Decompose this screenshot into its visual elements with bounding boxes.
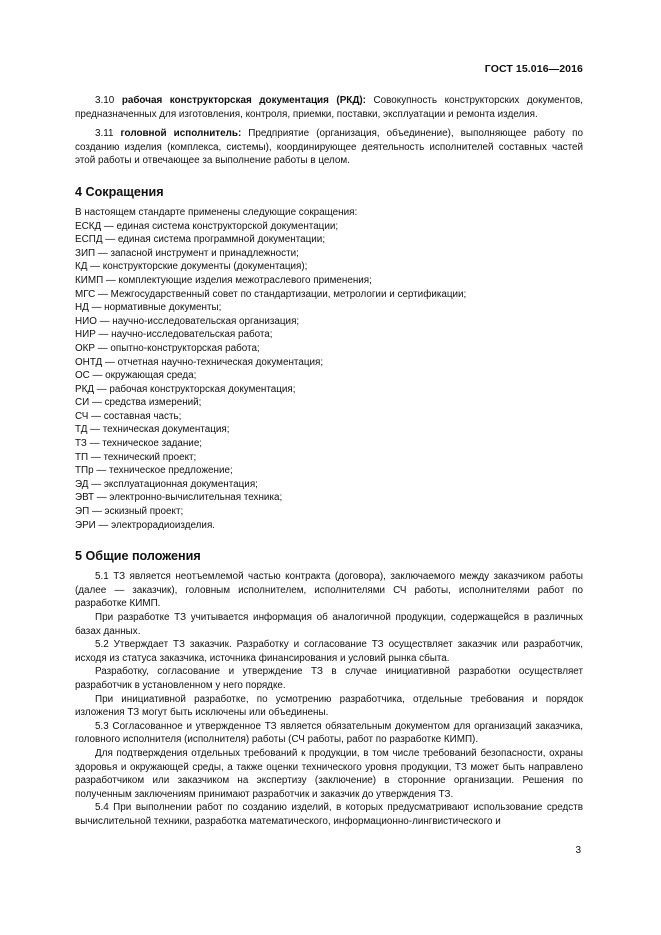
- paragraph: 5.1 ТЗ является неотъемлемой частью контракта (договора), заключаемого между заказчиком работы (далее — заказчик), головным исполнителем, исполнителями СЧ работы, исполнителями работ по разработке КИМП.: [75, 571, 583, 610]
- paragraph: При разработке ТЗ учитывается информация об аналогичной продукции, содержащейся в различных базах данных.: [75, 612, 583, 637]
- list-item: СИ — средства измерений;: [75, 397, 202, 409]
- list-item: ЕСКД — единая система конструкторской документации;: [75, 220, 339, 232]
- paragraph: При инициативной разработке, по усмотрению разработчика, отдельные требования и порядок изложения ТЗ могут быть исключены или объединены.: [75, 693, 583, 719]
- list-item: ТПр — техническое предложение;: [75, 465, 233, 477]
- paragraph: Для подтверждения отдельных требований к продукции, в том числе требований безопасности, охраны здоровья и окружающей среды, а также оценки технического уровня продукции, ТЗ может быть направлено разработчиком или заказчиком на экспертизу (заключение) в сторонние организации. Решения по полученным заключениям принимают разработчик и заказчик до утверждения ТЗ.: [75, 747, 583, 800]
- page-content: [75, 94, 583, 829]
- document-code-header: ГОСТ 15.016—2016: [484, 63, 583, 75]
- paragraph: 5.2 Утверждает ТЗ заказчик. Разработку и согласование ТЗ осуществляет заказчик или разработчик, исходя из статуса заказчика, источника финансирования и условий рынка сбыта.: [75, 639, 583, 664]
- list-item: НД — нормативные документы;: [75, 302, 222, 314]
- list-item: ЭРИ — электрорадиоизделия.: [75, 519, 216, 531]
- list-item: ТЗ — техническое задание;: [75, 438, 203, 450]
- list-item: ЕСПД — единая система программной документации;: [75, 234, 326, 246]
- paragraph: 5.4 При выполнении работ по созданию изделий, в которых предусматривают использование средств вычислительной техники, разработка математического, информационно-лингвистического и: [75, 802, 583, 827]
- list-item: ОКР — опытно-конструкторская работа;: [75, 342, 260, 354]
- section-5-heading: 5 Общие положения: [75, 549, 201, 564]
- list-item: СЧ — составная часть;: [75, 410, 182, 422]
- abbreviations-intro: В настоящем стандарте применены следующие сокращения:: [75, 206, 358, 218]
- list-item: МГС — Межгосударственный совет по стандартизации, метрологии и сертификации;: [75, 288, 467, 300]
- definition-text: Предприятие (организация, объединение), выполняющее работу по созданию изделия (комплекса, системы), координирующее деятельность исполнителей составных частей этой работы и отвечающее за выполнение работы в целом.: [75, 128, 583, 167]
- definition-number: 3.11: [95, 128, 114, 140]
- list-item: РКД — рабочая конструкторская документация;: [75, 383, 296, 395]
- definition-3-10: [75, 94, 583, 121]
- definition-text: Совокупность конструкторских документов, предназначенных для изготовления, контроля, приемки, поставки, эксплуатации и ремонта изделия.: [75, 95, 584, 120]
- list-item: КД — конструкторские документы (документация);: [75, 261, 308, 273]
- section-4-heading: 4 Сокращения: [75, 184, 164, 199]
- list-item: ЭП — эскизный проект;: [75, 506, 184, 518]
- list-item: КИМП — комплектующие изделия межотраслевого применения;: [75, 274, 372, 286]
- definition-number: 3.10: [95, 95, 115, 106]
- list-item: ОС — окружающая среда;: [75, 370, 197, 382]
- definition-term: головной исполнитель:: [120, 128, 242, 140]
- abbreviations-list: [75, 220, 583, 533]
- page-number: 3: [575, 845, 581, 856]
- paragraph: Разработку, согласование и утверждение ТЗ в случае инициативной разработки осуществляет разработчик в установленном у него порядке.: [75, 666, 583, 691]
- list-item: ЗИП — запасной инструмент и принадлежности;: [75, 247, 299, 259]
- list-item: ТД — техническая документация;: [75, 424, 230, 436]
- list-item: НИР — научно-исследовательская работа;: [75, 329, 273, 341]
- paragraph: 5.3 Согласованное и утвержденное ТЗ является обязательным документом для организаций заказчика, головного исполнителя (исполнителя) работы (СЧ работы, работ по разработке КИМП).: [75, 720, 583, 746]
- list-item: ЭВТ — электронно-вычислительная техника;: [75, 492, 283, 504]
- definition-3-11: [75, 127, 583, 168]
- list-item: ЭД — эксплуатационная документация;: [75, 478, 258, 490]
- list-item: ОНТД — отчетная научно-техническая документация;: [75, 356, 324, 368]
- definition-term: рабочая конструкторская документация (РКД):: [121, 95, 366, 106]
- list-item: НИО — научно-исследовательская организация;: [75, 315, 300, 327]
- list-item: ТП — технический проект;: [75, 451, 197, 463]
